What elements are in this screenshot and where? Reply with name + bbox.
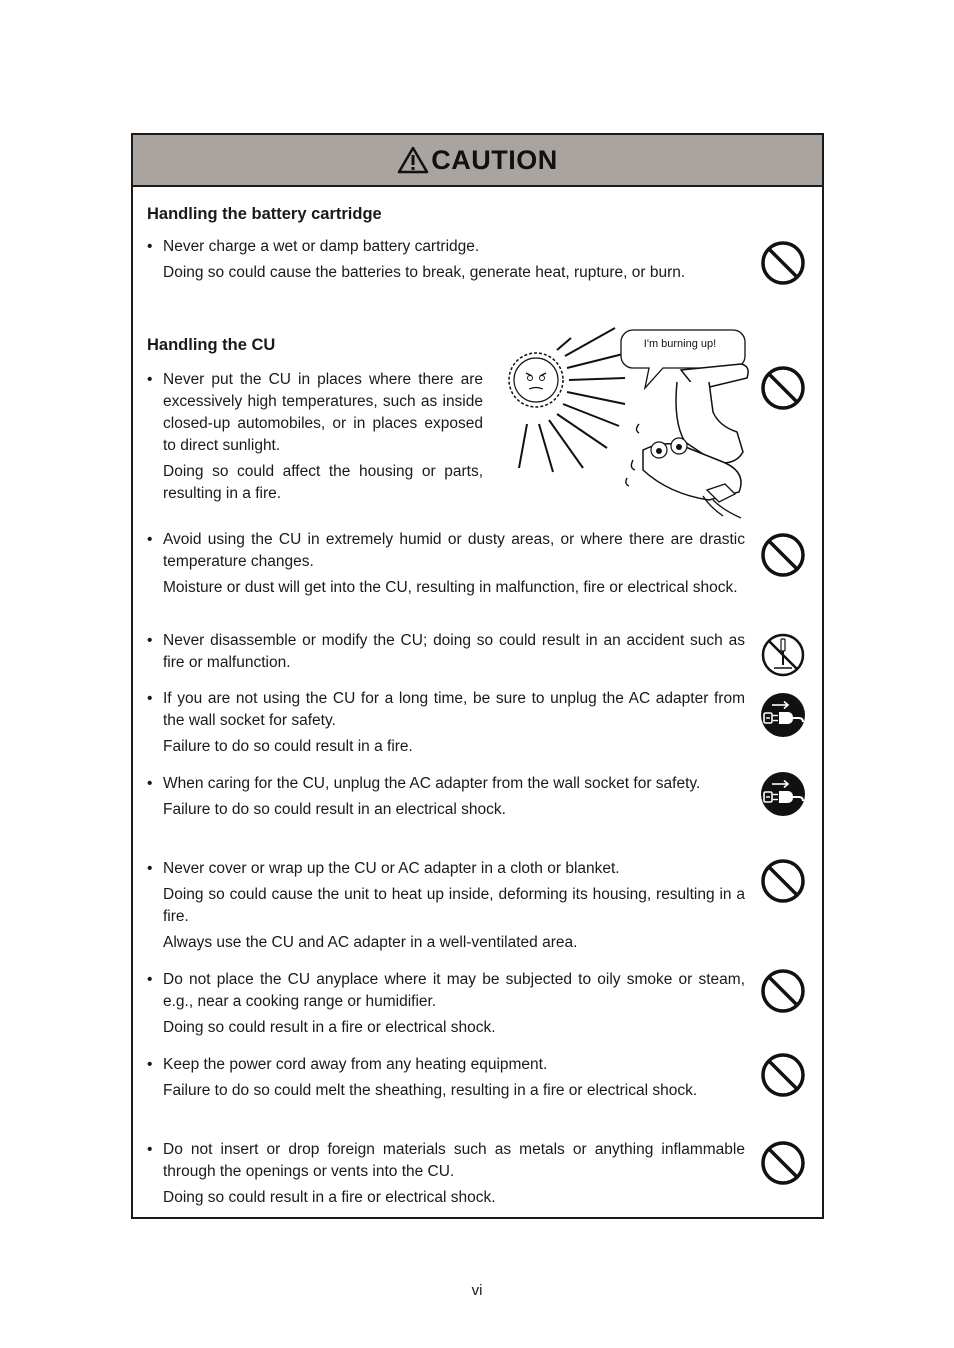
item-bullet-text: • Never put the CU in places where there are excessively high temperatures, such as inside closed-up automobiles, or in places exposed to direct sunlight. bbox=[147, 369, 483, 457]
item-detail-text: Always use the CU and AC adapter in a well-ventilated area. bbox=[163, 934, 578, 951]
list-item bbox=[147, 630, 745, 674]
item-bullet-text: • Avoid using the CU in extremely humid or dusty areas, or where there are drastic temperature changes. bbox=[147, 529, 745, 573]
list-item bbox=[147, 773, 745, 821]
item-detail-text: Doing so could result in a fire or electrical shock. bbox=[163, 1019, 496, 1036]
no-disassembly-icon bbox=[760, 632, 806, 678]
caution-box bbox=[131, 133, 824, 1219]
prohibited-icon bbox=[760, 365, 806, 411]
item-detail-text: Failure to do so could result in an electrical shock. bbox=[163, 801, 506, 818]
caution-title: CAUTION bbox=[431, 144, 558, 175]
item-bullet-text: • Do not place the CU anyplace where it may be subjected to oily smoke or steam, e.g., near a cooking range or humidifier. bbox=[147, 969, 745, 1013]
list-item bbox=[147, 529, 745, 599]
page-number: vi bbox=[471, 1282, 483, 1299]
speech-bubble-text: I'm burning up! bbox=[643, 338, 717, 350]
item-detail-text: Doing so could result in a fire or electrical shock. bbox=[163, 1189, 496, 1206]
item-bullet-text: • If you are not using the CU for a long time, be sure to unplug the AC adapter from the wall socket for safety. bbox=[147, 688, 745, 732]
item-bullet-text: • When caring for the CU, unplug the AC adapter from the wall socket for safety. bbox=[147, 773, 745, 795]
section-heading-battery: Handling the battery cartridge bbox=[147, 205, 382, 223]
prohibited-icon bbox=[760, 1140, 806, 1186]
item-detail-text: Doing so could cause the unit to heat up inside, deforming its housing, resulting in a fire. bbox=[163, 886, 745, 925]
item-detail-text: Moisture or dust will get into the CU, resulting in malfunction, fire or electrical shock. bbox=[163, 579, 738, 596]
list-item bbox=[147, 1139, 745, 1209]
item-detail-text: Failure to do so could result in a fire. bbox=[163, 738, 413, 755]
sun-icon bbox=[509, 328, 625, 472]
prohibited-icon bbox=[760, 240, 806, 286]
list-item bbox=[147, 969, 745, 1039]
warning-triangle-icon bbox=[397, 146, 429, 174]
list-item bbox=[147, 236, 745, 284]
item-bullet-text: • Never disassemble or modify the CU; doing so could result in an accident such as fire or malfunction. bbox=[147, 630, 745, 674]
prohibited-icon bbox=[760, 532, 806, 578]
section-heading-cu: Handling the CU bbox=[147, 336, 276, 354]
unplug-icon bbox=[760, 692, 806, 738]
list-item bbox=[147, 688, 745, 758]
prohibited-icon bbox=[760, 968, 806, 1014]
item-bullet-text: • Keep the power cord away from any heating equipment. bbox=[147, 1054, 745, 1076]
item-bullet-text: • Do not insert or drop foreign materials such as metals or anything inflammable through the openings or vents into the CU. bbox=[147, 1139, 745, 1183]
caution-banner bbox=[133, 135, 822, 187]
overheating-illustration bbox=[493, 320, 763, 520]
item-detail-text: Failure to do so could melt the sheathing, resulting in a fire or electrical shock. bbox=[163, 1082, 698, 1099]
item-bullet-text: • Never charge a wet or damp battery cartridge. bbox=[147, 236, 745, 258]
prohibited-icon bbox=[760, 858, 806, 904]
prohibited-icon bbox=[760, 1052, 806, 1098]
item-detail-text: Doing so could affect the housing or parts, resulting in a fire. bbox=[163, 463, 483, 502]
list-item bbox=[147, 858, 745, 954]
unplug-icon bbox=[760, 771, 806, 817]
charging-unit-icon bbox=[626, 364, 748, 518]
list-item bbox=[147, 1054, 745, 1102]
list-item bbox=[147, 369, 483, 505]
item-detail-text: Doing so could cause the batteries to break, generate heat, rupture, or burn. bbox=[163, 264, 686, 281]
item-bullet-text: • Never cover or wrap up the CU or AC adapter in a cloth or blanket. bbox=[147, 858, 745, 880]
